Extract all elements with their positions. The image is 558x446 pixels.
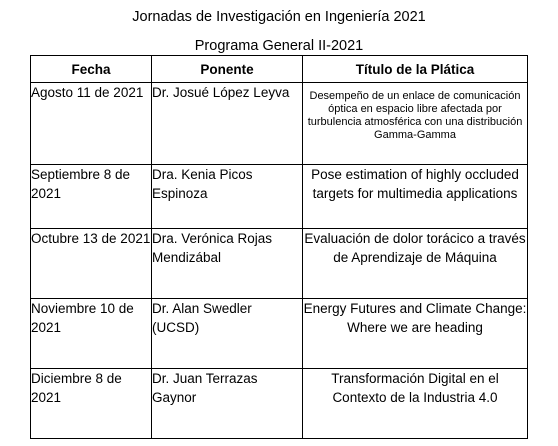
cell-titulo: Pose estimation of highly occluded targets for multimedia applications <box>303 165 528 229</box>
cell-ponente: Dr. Josué López Leyva <box>152 83 303 165</box>
document-subtitle: Programa General II-2021 <box>194 38 364 54</box>
cell-fecha: Noviembre 10 de 2021 <box>31 299 152 369</box>
header-ponente: Ponente <box>152 56 303 83</box>
header-row <box>31 56 528 83</box>
table-header <box>31 56 528 83</box>
cell-titulo: Transformación Digital en el Contexto de la Industria 4.0 <box>303 369 528 439</box>
header-titulo: Título de la Plática <box>303 56 528 83</box>
table-body <box>31 83 528 439</box>
table-row <box>31 229 528 299</box>
table-row <box>31 369 528 439</box>
cell-fecha: Diciembre 8 de 2021 <box>31 369 152 439</box>
header-fecha: Fecha <box>31 56 152 83</box>
cell-titulo: Evaluación de dolor torácico a través de Aprendizaje de Máquina <box>303 229 528 299</box>
cell-ponente: Dra. Kenia Picos Espinoza <box>152 165 303 229</box>
table-row <box>31 165 528 229</box>
cell-fecha: Octubre 13 de 2021 <box>31 229 152 299</box>
table-row <box>31 83 528 165</box>
cell-ponente: Dr. Juan Terrazas Gaynor <box>152 369 303 439</box>
cell-fecha: Agosto 11 de 2021 <box>31 83 152 165</box>
cell-ponente: Dr. Alan Swedler (UCSD) <box>152 299 303 369</box>
cell-fecha: Septiembre 8 de 2021 <box>31 165 152 229</box>
cell-titulo: Desempeño de un enlace de comunicación óptica en espacio libre afectada por turbulencia atmosférica con una distribución Gamma-Gamma <box>303 83 528 165</box>
table-row <box>31 299 528 369</box>
cell-titulo: Energy Futures and Climate Change: Where we are heading <box>303 299 528 369</box>
program-table <box>30 55 528 439</box>
cell-ponente: Dra. Verónica Rojas Mendizábal <box>152 229 303 299</box>
document-title: Jornadas de Investigación en Ingeniería 2021 <box>132 9 426 25</box>
